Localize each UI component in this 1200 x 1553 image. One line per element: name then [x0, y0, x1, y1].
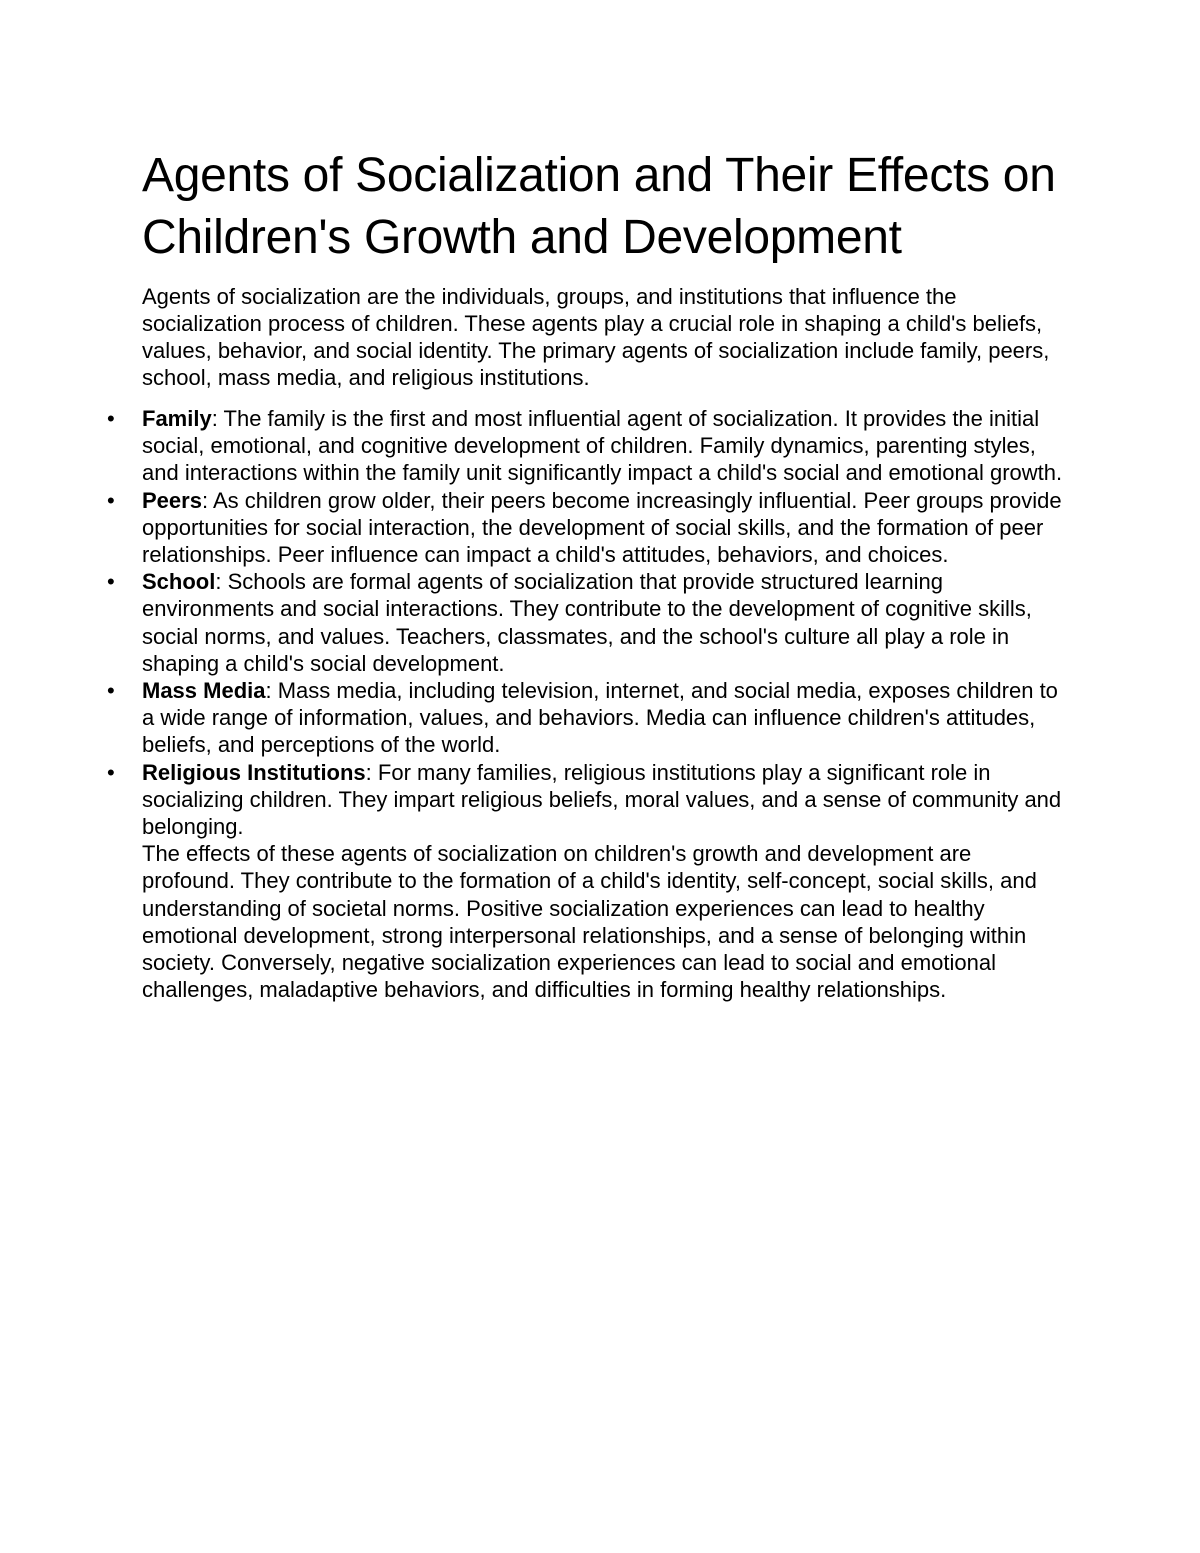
bullet-icon: •: [107, 406, 115, 431]
bullet-icon: •: [107, 487, 115, 513]
list-item: [107, 568, 1067, 677]
agents-list: [107, 405, 1067, 1003]
list-item: [107, 677, 1067, 759]
agent-term: Family: [142, 406, 212, 431]
agent-description: : Schools are formal agents of socialization that provide structured learning environments and social interactions. They contribute to the development of cognitive skills, social norms, and values. Teachers, classmates, and the school's culture all play a role in shaping a child's social development.: [142, 569, 1032, 676]
document-body: [107, 145, 1067, 1003]
agent-description: : The family is the first and most influential agent of socialization. It provides the initial social, emotional, and cognitive development of children. Family dynamics, parenting styles, and interactions within the family unit significantly impact a child's social and emotional growth.: [142, 406, 1063, 486]
document-title: Agents of Socialization and Their Effects on Children's Growth and Development: [142, 149, 1056, 264]
agent-term: Religious Institutions: [142, 759, 366, 785]
intro-paragraph: Agents of socialization are the individuals, groups, and institutions that influence the socialization process of children. These agents play a crucial role in shaping a child's beliefs, values, behavior, and social identity. The primary agents of socialization include family, peers, school, mass media, and religious institutions.: [142, 284, 1050, 390]
agent-term: Mass Media: [142, 678, 266, 704]
bullet-icon: •: [107, 569, 115, 595]
agent-term: School: [142, 569, 216, 595]
agent-description: : Mass media, including television, internet, and social media, exposes children to a wide range of information, values, and behaviors. Media can influence children's attitudes, beliefs, and perceptions of the world.: [142, 678, 1058, 758]
list-item: [107, 759, 1067, 1004]
agent-description: : As children grow older, their peers become increasingly influential. Peer groups provide opportunities for social interaction, the development of social skills, and the formation of peer relationships. Peer influence can impact a child's attitudes, behaviors, and choices.: [142, 487, 1062, 568]
list-item: [107, 405, 1067, 487]
list-item: [107, 487, 1067, 569]
bullet-icon: •: [107, 759, 115, 785]
effects-paragraph: The effects of these agents of socialization on children's growth and development are profound. They contribute to the formation of a child's identity, self-concept, social skills, and understanding of societal norms. Positive socialization experiences can lead to healthy emotional development, strong interpersonal relationships, and a sense of belonging within society. Conversely, negative socialization experiences can lead to social and emotional challenges, maladaptive behaviors, and difficulties in forming healthy relationships.: [142, 841, 1037, 1003]
agent-description: : For many families, religious institutions play a significant role in socializing children. They impart religious beliefs, moral values, and a sense of community and belonging.: [142, 759, 1062, 840]
bullet-icon: •: [107, 678, 115, 704]
agent-term: Peers: [142, 487, 202, 513]
